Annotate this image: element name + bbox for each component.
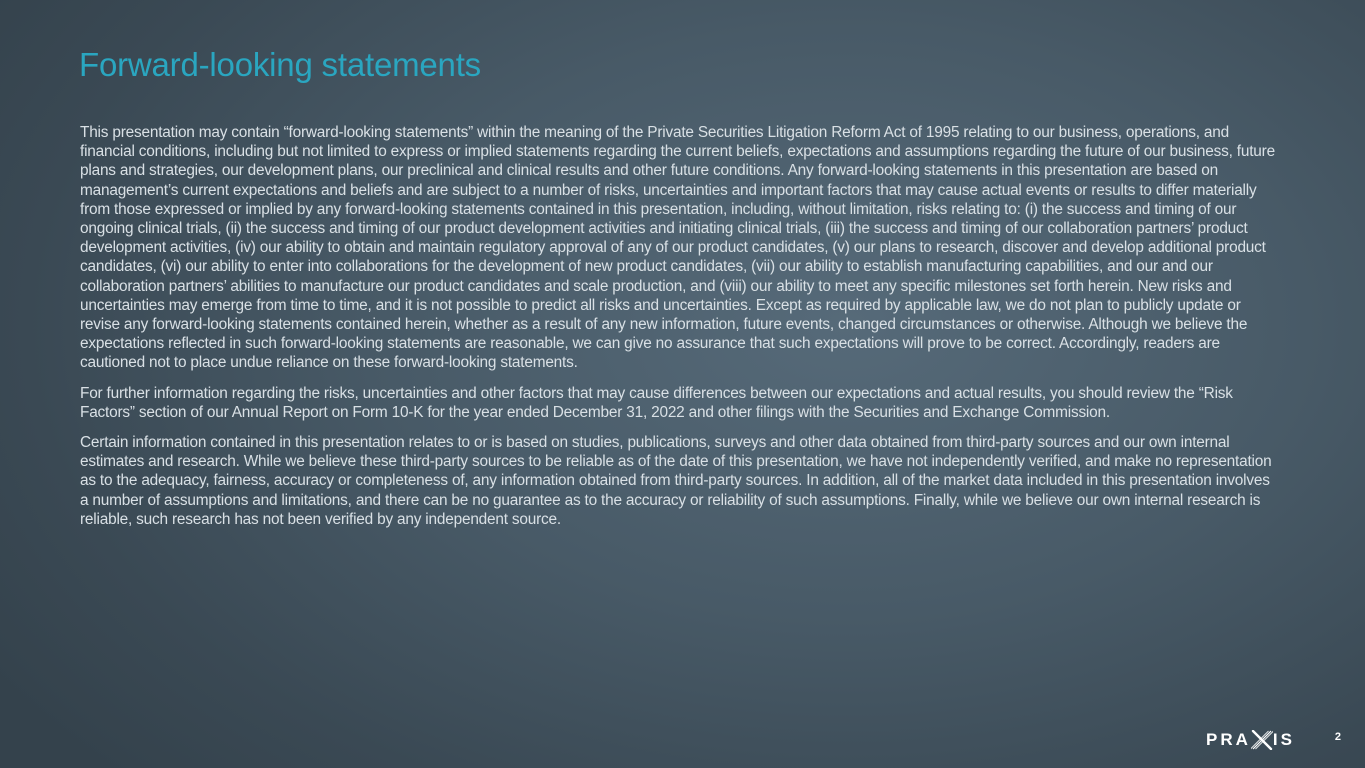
logo-text-suffix: IS bbox=[1272, 730, 1295, 749]
paragraph-forward-looking: This presentation may contain “forward-looking statements” within the meaning of the Private Securities Litigation Reform Act of 1995 relating to our business, operations, and financial conditions, including but not limited to express or implied statements regarding the current beliefs, expectations and assumptions regarding the future of our business, future plans and strategies, our development plans, our preclinical and clinical results and other future conditions. Any forward-looking statements in this presentation are based on management’s current expectations and beliefs and are subject to a number of risks, uncertainties and important factors that may cause actual events or results to differ materially from those expressed or implied by any forward-looking statements contained in this presentation, including, without limitation, risks relating to: (i) the success and timing of our ongoing clinical trials, (ii) the success and timing of our product development activities and initiating clinical trials, (iii) the success and timing of our collaboration partners’ product development activities, (iv) our ability to obtain and maintain regulatory approval of any of our product candidates, (v) our plans to research, discover and develop additional product candidates, (vi) our ability to enter into collaborations for the development of new product candidates, (vii) our ability to establish manufacturing capabilities, and our and our collaboration partners’ abilities to manufacture our product candidates and scale production, and (viii) our ability to meet any specific milestones set forth herein. New risks and uncertainties may emerge from time to time, and it is not possible to predict all risks and uncertainties. Except as required by applicable law, we do not plan to publicly update or revise any forward-looking statements contained herein, whether as a result of any new information, future events, changed circumstances or otherwise. Although we believe the expectations reflected in such forward-looking statements are reasonable, we can give no assurance that such expectations will prove to be correct. Accordingly, readers are cautioned not to place undue reliance on these forward-looking statements. bbox=[80, 124, 1275, 372]
page-title: Forward-looking statements bbox=[79, 46, 481, 83]
logo-text-prefix: PRA bbox=[1206, 730, 1251, 749]
page-number: 2 bbox=[1334, 731, 1341, 743]
company-logo bbox=[1206, 728, 1295, 752]
paragraph-risk-factors: For further information regarding the risks, uncertainties and other factors that may cause differences between our expectations and actual results, you should review the “Risk Factors” section of our Annual Report on Form 10-K for the year ended December 31, 2022 and other filings with the Securities and Exchange Commission. bbox=[80, 384, 1233, 421]
x-mark-icon bbox=[1251, 730, 1273, 750]
paragraph-third-party-data: Certain information contained in this presentation relates to or is based on studies, publications, surveys and other data obtained from third-party sources and our own internal estimates and research. While we believe these third-party sources to be reliable as of the date of this presentation, we have not independently verified, and make no representation as to the adequacy, fairness, accuracy or completeness of, any information obtained from third-party sources. In addition, all of the market data included in this presentation involves a number of assumptions and limitations, and there can be no guarantee as to the accuracy or reliability of such assumptions. Finally, while we believe our own internal research is reliable, such research has not been verified by any independent source. bbox=[80, 434, 1272, 528]
disclaimer-body bbox=[80, 123, 1280, 540]
